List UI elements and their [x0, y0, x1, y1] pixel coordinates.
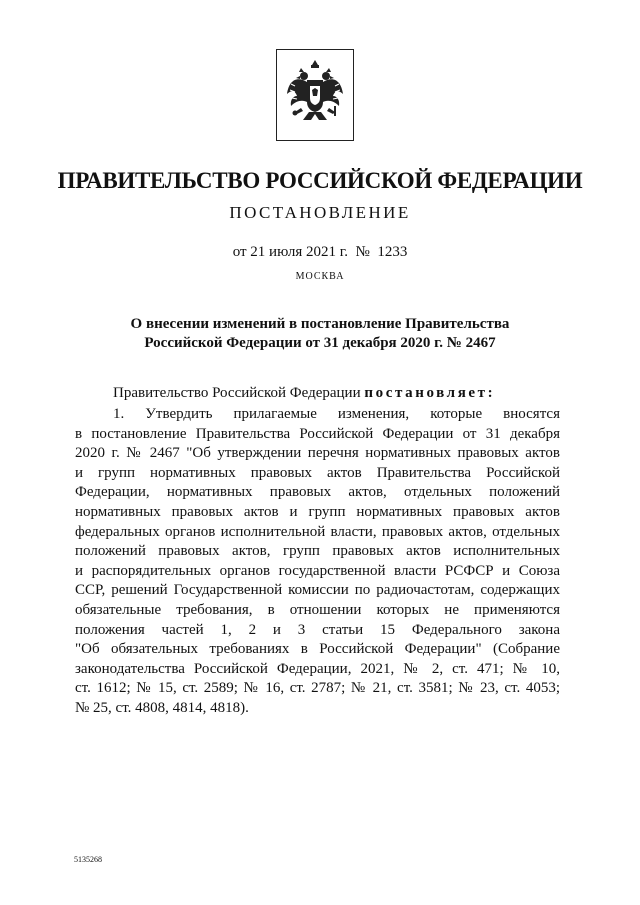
footer-document-code: 5135268	[74, 855, 102, 864]
body-line: в постановление Правительства Российской Федерации от 31 декабря	[75, 425, 560, 442]
body-line: нормативных правовых актов и групп нормативных правовых актов	[75, 503, 560, 520]
government-title: ПРАВИТЕЛЬСТВО РОССИЙСКОЙ ФЕДЕРАЦИИ	[57, 168, 583, 193]
body-line: 2020 г. № 2467 "Об утверждении перечня нормативных правовых актов	[75, 445, 560, 462]
document-subject	[60, 315, 580, 353]
coat-of-arms-icon	[277, 50, 353, 140]
intro-emphasis: постановляет:	[364, 385, 496, 401]
body-line: федеральных органов исполнительной власти, правовых актов, отдельных	[75, 523, 560, 540]
document-date-line	[0, 242, 640, 262]
document-type: ПОСТАНОВЛЕНИЕ	[229, 203, 411, 222]
body-line: положения частей 1, 2 и 3 статьи 15 Федерального закона	[75, 621, 560, 638]
body-line: законодательства Российской Федерации, 2021, № 2, ст. 471; № 10,	[75, 660, 560, 677]
intro-text: Правительство Российской Федерации	[113, 385, 361, 401]
city-name: МОСКВА	[295, 271, 345, 282]
body-line: обязательные требования, в отношении которых не применяются	[75, 601, 560, 618]
body-line: ст. 1612; № 15, ст. 2589; № 16, ст. 2787; № 21, ст. 3581; № 23, ст. 4053;	[75, 680, 560, 697]
body-line: и распорядительных органов государственной власти РСФСР и Союза	[75, 562, 560, 579]
body-line: № 25, ст. 4808, 4814, 4818).	[75, 699, 249, 716]
document-date: от 21 июля 2021 г.	[232, 244, 348, 260]
body-line: положений правовых актов, групп правовых актов исполнительных	[75, 543, 560, 560]
subject-line-1: О внесении изменений в постановление Правительства	[130, 316, 510, 332]
body-line: Федерации, нормативных правовых актов, отдельных положений	[75, 484, 560, 501]
body-line: 1. Утвердить прилагаемые изменения, которые вносятся	[113, 406, 560, 422]
body-line: "Об обязательных требованиях в Российской Федерации" (Собрание	[75, 641, 560, 658]
subject-line-2: Российской Федерации от 31 декабря 2020 г. № 2467	[144, 335, 496, 351]
emblem-frame	[276, 49, 354, 141]
body-line: ССР, решений Государственной комиссии по радиочастотам, содержащих	[75, 582, 560, 599]
body-line: и групп нормативных правовых актов Правительства Российской	[75, 464, 560, 481]
document-number: 1233	[377, 244, 408, 260]
intro-paragraph	[113, 384, 583, 403]
body-paragraph	[75, 405, 560, 719]
number-sign: №	[355, 244, 370, 260]
